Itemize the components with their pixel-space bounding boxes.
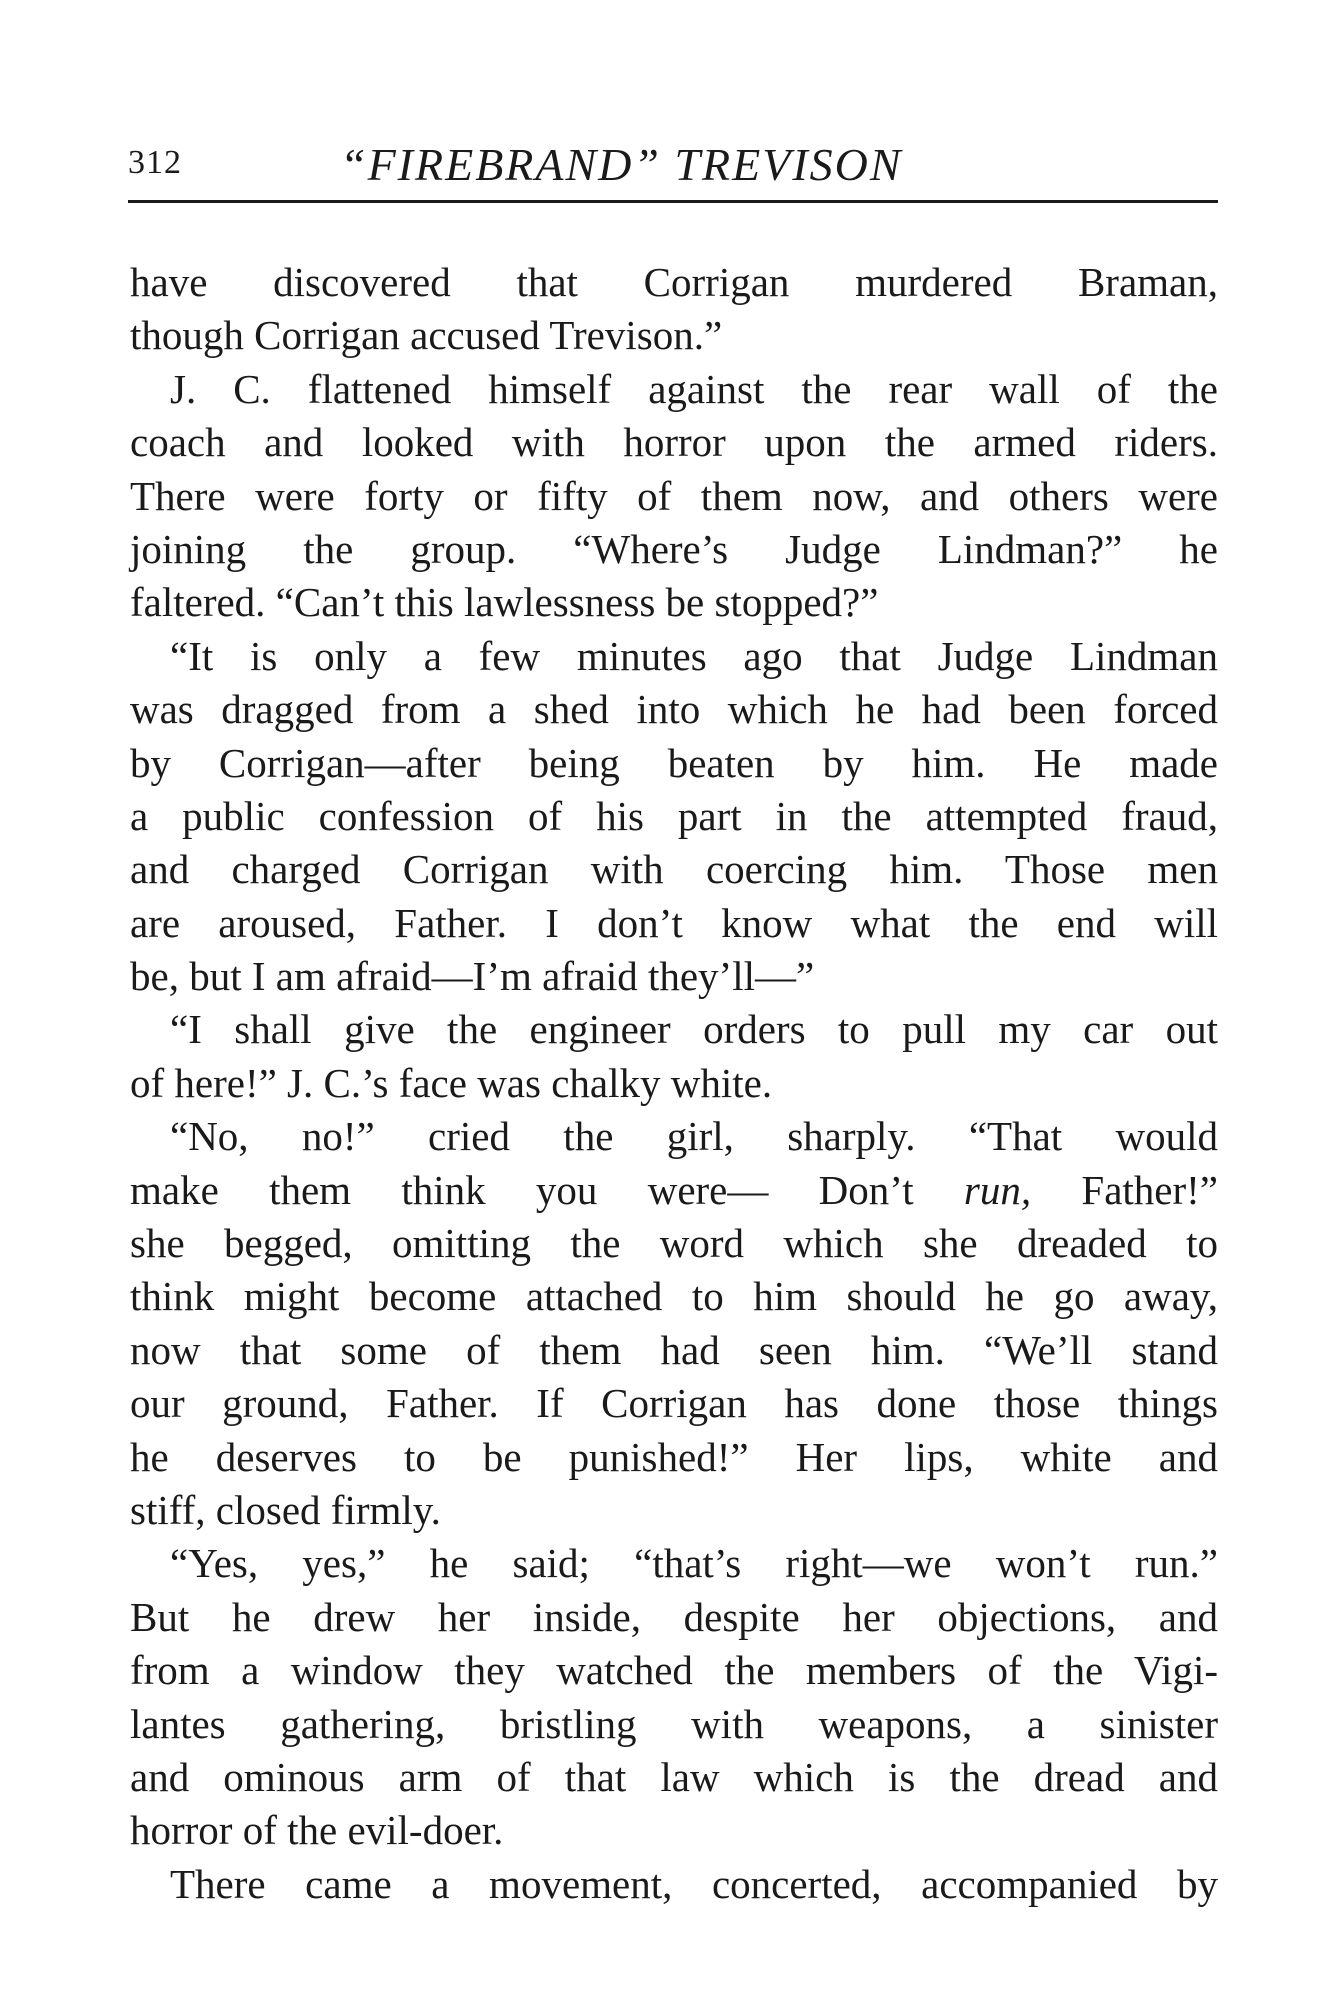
text-line: lantes gathering, bristling with weapons, a sinister (130, 1700, 1218, 1747)
text-line: though Corrigan accused Trevison.” (130, 312, 723, 359)
text-line: from a window they watched the members of the Vigi- (130, 1647, 1218, 1694)
text-line: are aroused, Father. I don’t know what the end will (130, 899, 1218, 946)
text-line: “Yes, yes,” he said; “that’s right—we won’t run.” (170, 1540, 1218, 1587)
text-line: “No, no!” cried the girl, sharply. “That would (170, 1113, 1218, 1160)
text-line: she begged, omitting the word which she dreaded to (130, 1220, 1218, 1267)
text-line: and ominous arm of that law which is the dread and (130, 1753, 1218, 1800)
text-line: our ground, Father. If Corrigan has done those things (130, 1380, 1218, 1427)
text-line: now that some of them had seen him. “We’ll stand (130, 1326, 1218, 1373)
text-line: faltered. “Can’t this lawlessness be stopped?” (130, 579, 879, 626)
text-line: joining the group. “Where’s Judge Lindman?” he (130, 525, 1218, 572)
text-line: think might become attached to him should he go away, (130, 1273, 1218, 1320)
page-number: 312 (128, 144, 182, 181)
text-line: There were forty or fifty of them now, and others were (130, 472, 1218, 519)
text-line: be, but I am afraid—I’m afraid they’ll—” (130, 953, 815, 1000)
header-rule (128, 200, 1218, 203)
text-line: There came a movement, concerted, accompanied by (170, 1860, 1218, 1907)
text-line: make them think you were— Don’t run, Father!” (130, 1166, 1218, 1213)
page-header (128, 138, 1218, 198)
text-line: “It is only a few minutes ago that Judge Lindman (170, 632, 1218, 679)
emphasis: run, (963, 1166, 1032, 1213)
text-line: horror of the evil-doer. (130, 1807, 504, 1854)
text-line: a public confession of his part in the attempted fraud, (130, 792, 1218, 839)
text-line: have discovered that Corrigan murdered Braman, (130, 259, 1218, 305)
text-line: was dragged from a shed into which he had been forced (130, 686, 1218, 733)
body-text (130, 256, 1218, 1911)
text-line: he deserves to be punished!” Her lips, white and (130, 1433, 1218, 1480)
text-line: “I shall give the engineer orders to pull my car out (170, 1006, 1218, 1053)
text-line: of here!” J. C.’s face was chalky white. (130, 1059, 773, 1106)
text-line: and charged Corrigan with coercing him. Those men (130, 846, 1218, 893)
text-line: stiff, closed firmly. (130, 1486, 441, 1533)
text-line: But he drew her inside, despite her objections, and (130, 1593, 1218, 1640)
text-line: coach and looked with horror upon the armed riders. (130, 419, 1218, 466)
text-line: by Corrigan—after being beaten by him. He made (130, 739, 1218, 786)
running-title: “FIREBRAND” TREVISON (340, 139, 903, 190)
text-line: J. C. flattened himself against the rear wall of the (170, 365, 1218, 412)
